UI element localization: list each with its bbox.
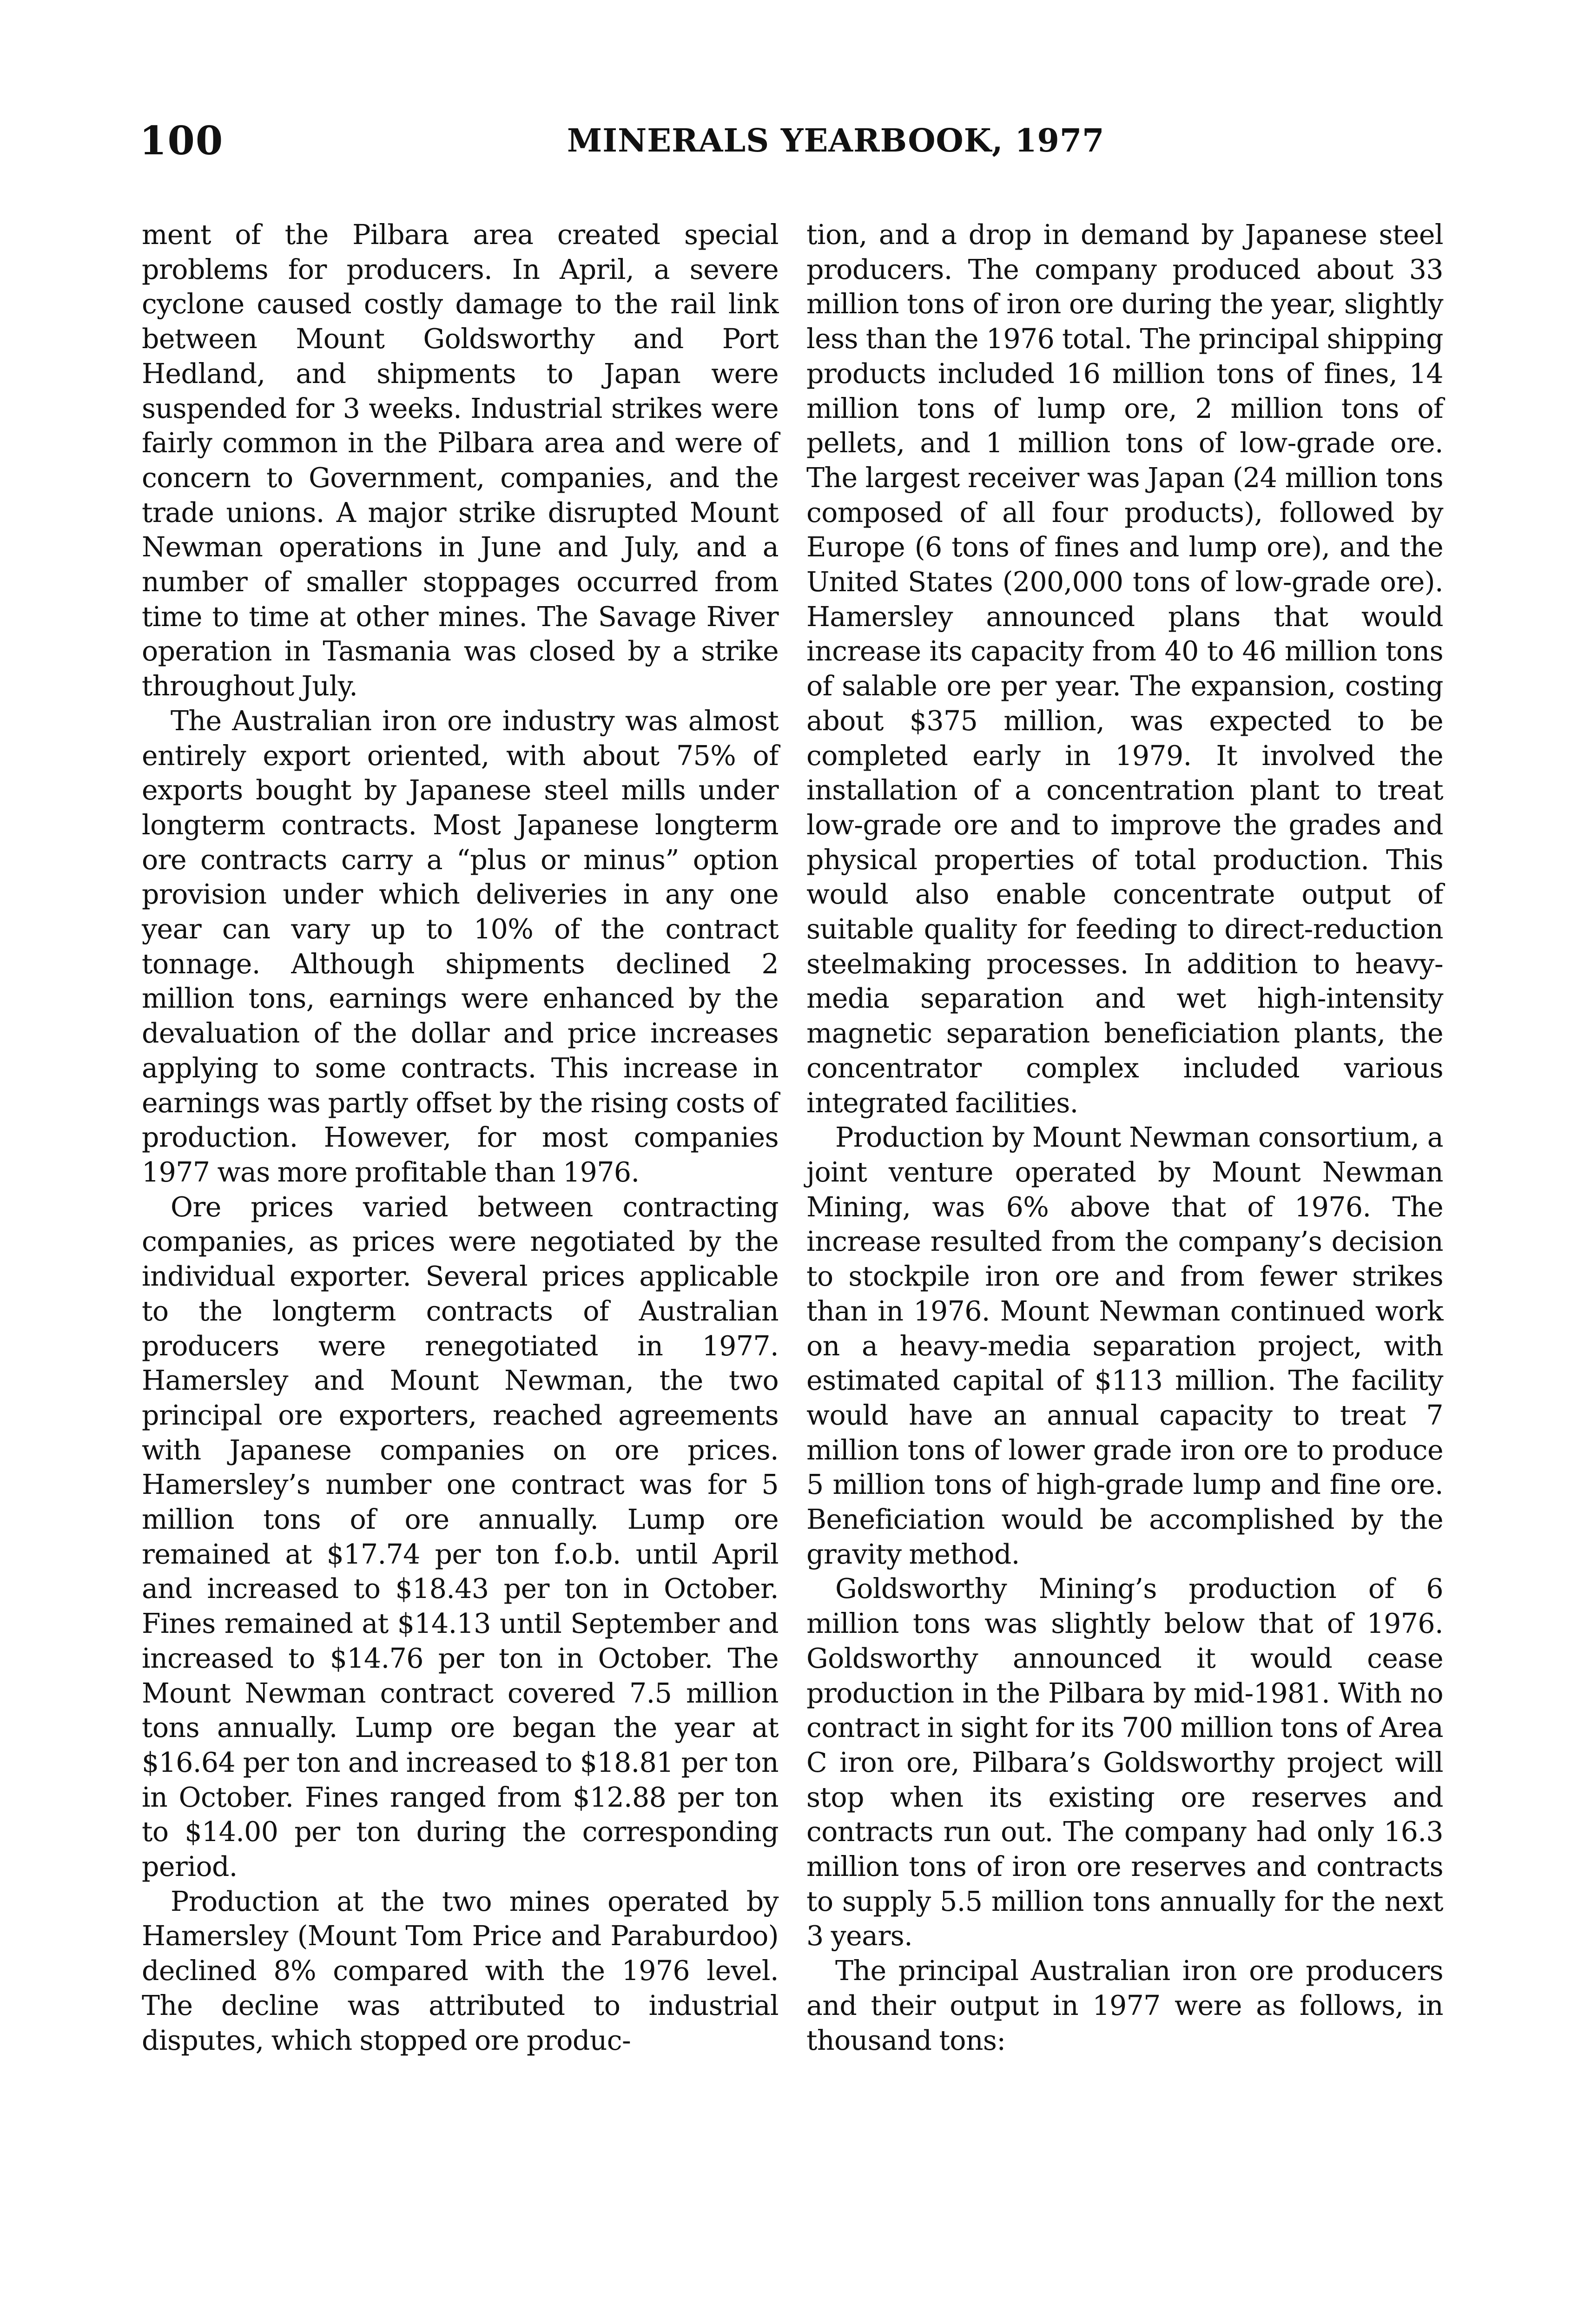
- paragraph-producers-intro: The principal Australian iron ore producers and their output in 1977 were as follows, in thousand tons:: [806, 1955, 1443, 2056]
- paragraph-mount-newman: Production by Mount Newman consortium, a joint venture operated by Mount Newman Mining, was 6% above that of 1976. The increase resulted from the company’s decision to stockpile iron ore and from fewer strikes than in 1976. Mount Newman continued work on a heavy-media separation project, with estimated capital of $113 million. The facility would have an annual capacity to treat 7 million tons of lower grade iron ore to produce 5 million tons of high-grade lump and fine ore. Beneficiation would be accomplished by the gravity method.: [806, 1122, 1443, 1570]
- left-text-column: [142, 218, 779, 2058]
- paragraph-goldsworthy: Goldsworthy Mining’s production of 6 million tons was slightly below that of 1976. Goldsworthy announced it would cease production in the Pilbara by mid-1981. With no contract in sight for its 700 million tons of Area C iron ore, Pilbara’s Goldsworthy project will stop when its existing ore reserves and contracts run out. The company had only 16.3 million tons of iron ore reserves and contracts to supply 5.5 million tons annually for the next 3 years.: [806, 1573, 1443, 1952]
- right-text-column: [806, 218, 1443, 2058]
- paragraph-ore-prices: Ore prices varied between contracting companies, as prices were negotiated by the individual exporter. Several prices applicable to the longterm contracts of Australian producers were renegotiated in 1977. Hamersley and Mount Newman, the two principal ore exporters, reached agreements with Japanese companies on ore prices. Hamersley’s number one contract was for 5 million tons of ore annually. Lump ore remained at $17.74 per ton f.o.b. until April and increased to $18.43 per ton in October. Fines remained at $14.13 until September and increased to $14.76 per ton in October. The Mount Newman contract covered 7.5 million tons annually. Lump ore began the year at $16.64 per ton and increased to $18.81 per ton in October. Fines ranged from $12.88 per ton to $14.00 per ton during the corresponding period.: [142, 1191, 779, 1883]
- paragraph-pilbara-problems: ment of the Pilbara area created special problems for producers. In April, a severe cyclone caused costly damage to the rail link between Mount Goldsworthy and Port Hedland, and shipments to Japan were suspended for 3 weeks. Industrial strikes were fairly common in the Pilbara area and were of concern to Government, companies, and the trade unions. A major strike disrupted Mount Newman operations in June and July, and a number of smaller stoppages occurred from time to time at other mines. The Savage River operation in Tasmania was closed by a strike throughout July.: [142, 219, 779, 702]
- running-title: MINERALS YEARBOOK, 1977: [567, 122, 1105, 159]
- page-number: 100: [139, 118, 224, 164]
- page-header: [139, 115, 1432, 166]
- paragraph-hamersley-continued: tion, and a drop in demand by Japanese steel producers. The company produced about 33 million tons of iron ore during the year, slightly less than the 1976 total. The principal shipping products included 16 million tons of fines, 14 million tons of lump ore, 2 million tons of pellets, and 1 million tons of low-grade ore. The largest receiver was Japan (24 million tons composed of all four products), followed by Europe (6 tons of fines and lump ore), and the United States (200,000 tons of low-grade ore). Hamersley announced plans that would increase its capacity from 40 to 46 million tons of salable ore per year. The expansion, costing about $375 million, was expected to be completed early in 1979. It involved the installation of a concentration plant to treat low-grade ore and to improve the grades and physical properties of total production. This would also enable concentrate output of suitable quality for feeding to direct-reduction steelmaking processes. In addition to heavy-media separation and wet high-intensity magnetic separation beneficiation plants, the concentrator complex included various integrated facilities.: [806, 219, 1443, 1119]
- paragraph-hamersley-production: Production at the two mines operated by Hamersley (Mount Tom Price and Paraburdoo) declined 8% compared with the 1976 level. The decline was attributed to industrial disputes, which stopped ore produc-: [142, 1885, 779, 2056]
- paragraph-export-industry: The Australian iron ore industry was almost entirely export oriented, with about 75% of exports bought by Japanese steel mills under longterm contracts. Most Japanese longterm ore contracts carry a “plus or minus” option provision under which deliveries in any one year can vary up to 10% of the contract tonnage. Although shipments declined 2 million tons, earnings were enhanced by the devaluation of the dollar and price increases applying to some contracts. This increase in earnings was partly offset by the rising costs of production. However, for most companies 1977 was more profitable than 1976.: [142, 705, 779, 1188]
